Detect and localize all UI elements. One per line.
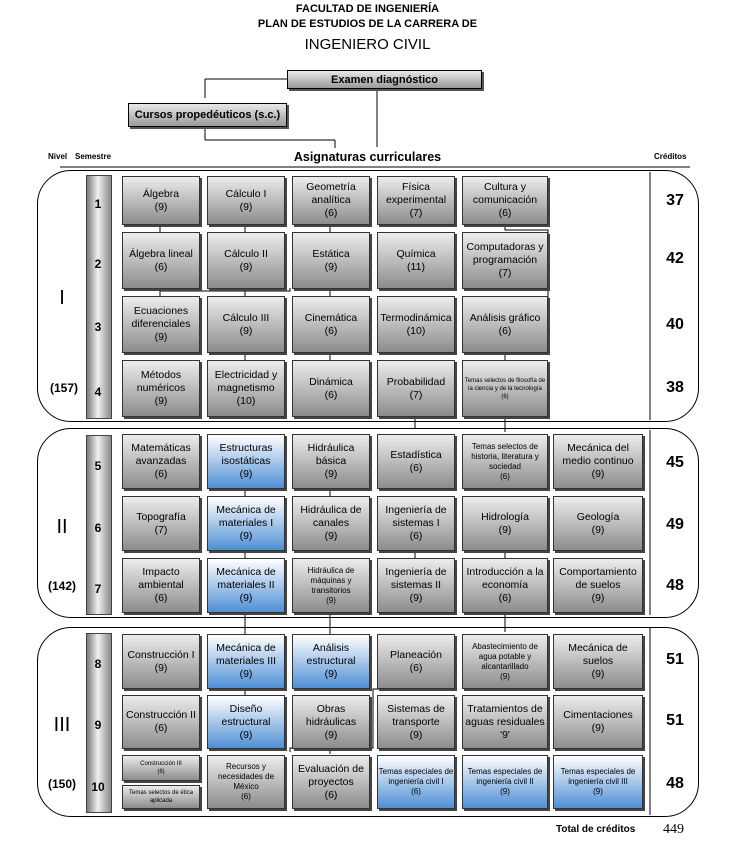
total-credits-value: 449: [663, 822, 684, 837]
course-name: Cinemática: [304, 311, 358, 324]
course-credits: (9): [239, 468, 253, 480]
course-credits: (9): [500, 671, 510, 681]
course-box: [553, 634, 643, 689]
course-name: Análisis gráfico: [469, 311, 541, 324]
course-box: [122, 296, 200, 353]
level-total: (150): [47, 777, 76, 791]
course-box: [122, 232, 200, 289]
semester-credits: 51: [666, 651, 684, 668]
course-box: [377, 232, 455, 289]
course-credits: (6): [154, 722, 168, 734]
course-name: Geología: [576, 510, 620, 523]
course-name: Hidráulica básica: [307, 442, 355, 467]
course-name: Probabilidad: [386, 375, 446, 388]
course-name: Estática: [312, 247, 350, 260]
course-name: Mecánica del medio continuo: [562, 442, 634, 467]
course-credits: (6): [241, 792, 251, 801]
course-credits: (9): [154, 661, 168, 674]
course-name: Álgebra lineal: [129, 247, 193, 260]
course-credits: (10): [406, 324, 426, 337]
course-name: Cultura y comunicación: [472, 181, 538, 206]
course-credits: (9): [239, 668, 253, 680]
course-name: Cálculo II: [224, 247, 268, 260]
semester-number: 8: [94, 657, 102, 671]
course-credits: (7): [409, 207, 423, 219]
course-box: [553, 434, 643, 489]
course-credits: (9): [324, 468, 338, 480]
course-box: [462, 360, 548, 417]
diagnostic-exam-label: Examen diagnóstico: [331, 73, 438, 86]
course-name: Mecánica de suelos: [568, 642, 628, 667]
course-box: [462, 755, 548, 809]
course-name: Cimentaciones: [563, 709, 633, 721]
course-credits: (6): [500, 471, 510, 481]
propaedeutic-courses-label: Cursos propedéuticos (s.c.): [134, 109, 281, 121]
course-name: Evaluación de proyectos: [298, 762, 364, 788]
semester-number: 2: [94, 257, 102, 271]
course-credits: (7): [498, 267, 512, 279]
creditos-header: Créditos: [654, 152, 687, 161]
course-name: Obras hidráulicas: [305, 702, 357, 728]
course-box: [292, 360, 370, 417]
semester-credits: 38: [666, 379, 684, 396]
course-credits: (6): [154, 592, 168, 604]
course-box: [462, 558, 548, 613]
course-name: Abastecimiento de agua potable y alcantarillado: [472, 641, 538, 671]
course-box: [207, 634, 285, 689]
course-credits: (9): [239, 728, 253, 741]
course-box: [292, 232, 370, 289]
course-credits: (9): [326, 595, 336, 605]
course-credits: (6): [324, 324, 338, 337]
course-box: [122, 785, 200, 809]
total-credits-label: Total de créditos: [556, 824, 636, 835]
course-credits: (9): [154, 200, 168, 213]
course-name: Cálculo I: [225, 187, 267, 200]
course-name: Hidrología: [481, 510, 529, 523]
course-credits: (7): [409, 388, 423, 401]
level-total: (157): [49, 381, 78, 395]
course-name: Matemáticas avanzadas: [131, 442, 191, 467]
course-credits: (6): [409, 461, 423, 474]
course-box: [122, 755, 200, 781]
course-name: Mecánica de materiales I: [216, 504, 276, 529]
course-box: [377, 496, 455, 551]
course-name: Temas especiales de ingeniería civil I: [378, 767, 454, 786]
course-name: Ingeniería de sistemas II: [385, 566, 447, 591]
course-name: Construcción I: [127, 648, 195, 661]
semester-credits: 42: [666, 250, 684, 267]
course-name: Ecuaciones diferenciales: [131, 305, 191, 330]
course-credits: (9): [591, 592, 605, 604]
course-box: [292, 558, 370, 613]
course-box: [377, 755, 455, 809]
course-box: [462, 232, 548, 289]
course-box: [292, 176, 370, 225]
course-credits: (9): [593, 787, 603, 796]
course-box: [462, 296, 548, 353]
course-name: Planeación: [390, 648, 442, 661]
course-name: Termodinámica: [380, 311, 452, 324]
course-credits: (9): [324, 668, 338, 680]
course-name: Temas selectos de historia, literatura y sociedad: [471, 441, 539, 471]
course-credits: (9): [498, 523, 512, 536]
course-box: [292, 755, 370, 809]
course-box: [207, 176, 285, 225]
course-credits: (9): [409, 728, 423, 741]
course-name: Mecánica de materiales II: [216, 566, 276, 591]
semester-credits: 45: [666, 454, 684, 471]
course-box: [207, 434, 285, 489]
course-box: [462, 434, 548, 489]
course-box: [462, 695, 548, 749]
level-name: II: [56, 516, 68, 538]
course-box: [377, 695, 455, 749]
course-box: [377, 634, 455, 689]
course-box: [122, 634, 200, 689]
course-box: [292, 634, 370, 689]
course-box: [553, 496, 643, 551]
course-name: Análisis estructural: [306, 642, 356, 667]
course-credits: (6): [157, 769, 165, 775]
course-box: [377, 176, 455, 225]
faculty-title: FACULTAD DE INGENIERÍA: [295, 3, 440, 15]
course-box: [462, 496, 548, 551]
course-box: [553, 695, 643, 749]
course-credits: (9): [324, 728, 338, 741]
level-total: (142): [47, 579, 76, 593]
course-credits: (10): [236, 395, 256, 407]
course-name: Geometría analítica: [306, 181, 356, 206]
course-credits: (9): [591, 722, 605, 734]
course-box: [207, 296, 285, 353]
diagnostic-exam-box: [287, 70, 482, 89]
course-credits: (9): [591, 668, 605, 680]
course-credits: (6): [324, 388, 338, 401]
course-box: [207, 496, 285, 551]
course-box: [292, 296, 370, 353]
course-credits: (6): [154, 260, 168, 273]
course-name: Cálculo III: [222, 311, 270, 324]
course-credits: (9): [409, 592, 423, 604]
course-credits: (6): [411, 787, 421, 796]
course-credits: (6): [501, 393, 509, 400]
semester-credits: 48: [666, 775, 684, 792]
level-name: I: [59, 287, 65, 309]
course-credits: (6): [498, 324, 512, 337]
course-credits: '9': [500, 728, 510, 741]
course-credits: (9): [239, 592, 253, 604]
course-name: Temas especiales de ingeniería civil III: [560, 767, 636, 786]
course-credits: (6): [498, 207, 512, 219]
course-name: Comportamiento de suelos: [559, 566, 637, 591]
semester-number: 9: [94, 718, 102, 732]
course-credits: (9): [154, 395, 168, 407]
course-name: Dinámica: [309, 375, 353, 388]
semester-credits: 48: [666, 577, 684, 594]
course-box: [122, 558, 200, 613]
course-name: Física experimental: [385, 181, 447, 206]
semester-number: 1: [94, 197, 102, 211]
semester-number: 4: [94, 385, 102, 399]
semester-credits: 51: [666, 712, 684, 729]
semester-number: 7: [94, 582, 102, 596]
semester-number: 6: [94, 521, 102, 535]
course-credits: (9): [239, 530, 253, 542]
semester-column-i: [86, 175, 112, 419]
course-name: Álgebra: [142, 187, 180, 200]
course-box: [122, 695, 200, 749]
course-credits: (7): [154, 523, 168, 536]
course-box: [207, 695, 285, 749]
course-box: [122, 360, 200, 417]
course-credits: (9): [591, 468, 605, 480]
course-name: Diseño estructural: [221, 702, 271, 728]
course-name: Métodos numéricos: [136, 369, 186, 394]
course-credits: (11): [407, 260, 425, 273]
course-credits: (9): [154, 331, 168, 343]
semester-credits: 37: [666, 192, 684, 209]
course-name: Temas especiales de ingeniería civil II: [467, 767, 543, 786]
course-credits: (9): [239, 324, 253, 337]
semester-number: 3: [94, 320, 102, 334]
course-credits: (6): [498, 592, 512, 604]
propaedeutic-courses-box: [128, 103, 287, 127]
semester-number: 10: [91, 780, 105, 794]
course-box: [553, 755, 643, 809]
course-name: Recursos y necesidades de México: [217, 762, 275, 791]
course-name: Estructuras isostáticas: [219, 442, 273, 467]
course-box: [462, 176, 548, 225]
course-box: [122, 496, 200, 551]
course-name: Hidráulica de canales: [300, 504, 362, 529]
semester-number: 5: [94, 459, 102, 473]
course-name: Topografía: [136, 510, 186, 523]
course-box: [122, 176, 200, 225]
course-box: [207, 360, 285, 417]
course-name: Computadoras y programación: [466, 241, 544, 266]
course-box: [377, 434, 455, 489]
course-name: Temas selectos de filosofía de la ciencia y de la tecnología: [464, 377, 546, 392]
course-box: [292, 434, 370, 489]
course-box: [207, 755, 285, 809]
course-name: Química: [396, 247, 436, 260]
course-credits: (6): [409, 530, 423, 542]
nivel-header: Nivel: [48, 152, 68, 161]
course-name: Sistemas de transporte: [387, 702, 445, 728]
course-credits: (9): [239, 200, 253, 213]
course-name: Impacto ambiental: [138, 566, 184, 591]
course-box: [377, 558, 455, 613]
course-box: [292, 496, 370, 551]
course-credits: (6): [154, 468, 168, 480]
course-name: Electricidad y magnetismo: [214, 369, 278, 394]
course-credits: (9): [591, 523, 605, 536]
course-name: Hidráulica de máquinas y transitorios: [307, 565, 355, 595]
curricular-subjects-label: Asignaturas curriculares: [293, 150, 442, 164]
plan-title: PLAN DE ESTUDIOS DE LA CARRERA DE: [257, 18, 478, 30]
course-box: [207, 232, 285, 289]
course-name: Introducción a la economía: [466, 566, 544, 591]
course-credits: (6): [324, 788, 338, 801]
level-name: III: [53, 714, 71, 736]
course-credits: (9): [324, 260, 338, 273]
course-credits: (9): [324, 530, 338, 542]
career-title: INGENIERO CIVIL: [304, 36, 431, 53]
course-box: [377, 360, 455, 417]
semester-credits: 40: [666, 316, 684, 333]
course-credits: (6): [324, 207, 338, 219]
course-name: Tratamientos de aguas residuales: [465, 702, 545, 728]
course-credits: (9): [239, 260, 253, 273]
course-credits: (6): [409, 661, 423, 674]
course-name: Construcción III: [140, 761, 182, 767]
semestre-header: Semestre: [75, 152, 112, 161]
course-box: [377, 296, 455, 353]
course-box: [462, 634, 548, 689]
course-name: Estadística: [390, 448, 442, 461]
course-name: Temas selectos de ética aplicada: [128, 790, 194, 804]
semester-credits: 49: [666, 516, 684, 533]
course-name: Mecánica de materiales III: [215, 642, 277, 667]
course-box: [292, 695, 370, 749]
course-box: [207, 558, 285, 613]
course-name: Ingeniería de sistemas I: [385, 504, 447, 529]
course-box: [553, 558, 643, 613]
course-name: Construcción II: [125, 709, 197, 721]
course-credits: (9): [500, 787, 510, 796]
course-box: [122, 434, 200, 489]
